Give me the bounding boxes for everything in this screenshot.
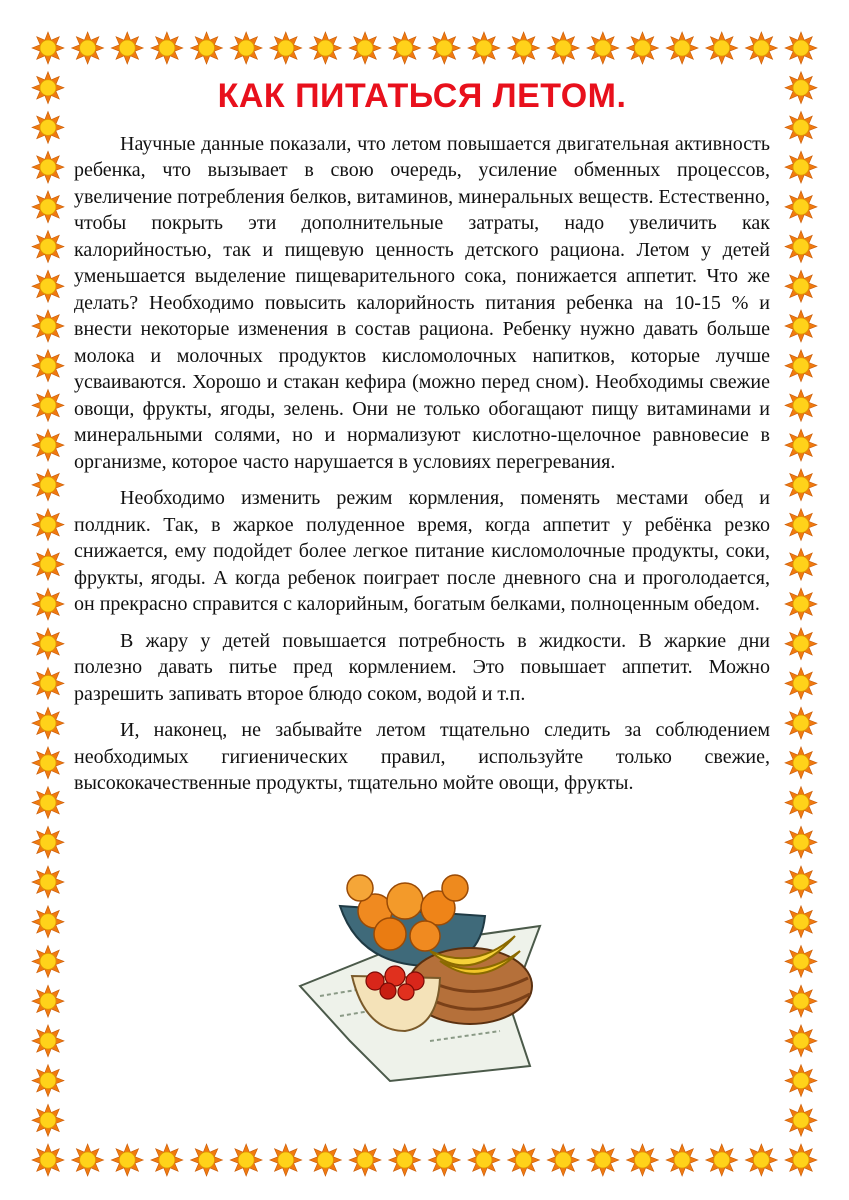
sun-icon — [785, 628, 817, 660]
sun-icon — [32, 985, 64, 1017]
sun-icon — [785, 231, 817, 263]
sun-icon — [745, 1144, 777, 1176]
sun-icon — [32, 389, 64, 421]
sun-icon — [111, 1144, 143, 1176]
sun-icon — [309, 32, 341, 64]
sun-icon — [191, 32, 223, 64]
sun-icon — [230, 1144, 262, 1176]
sun-icon — [32, 151, 64, 183]
sun-icon — [547, 1144, 579, 1176]
sun-icon — [785, 191, 817, 223]
sun-icon — [32, 509, 64, 541]
sun-icon — [72, 1144, 104, 1176]
sun-icon — [785, 667, 817, 699]
sun-icon — [785, 350, 817, 382]
sun-icon — [508, 32, 540, 64]
sun-icon — [666, 32, 698, 64]
sun-icon — [32, 787, 64, 819]
sun-icon — [349, 32, 381, 64]
sun-icon — [32, 906, 64, 938]
sun-icon — [785, 945, 817, 977]
sun-icon — [270, 32, 302, 64]
fruit-bowl-icon — [280, 866, 560, 1086]
sun-icon — [32, 469, 64, 501]
sun-icon — [785, 588, 817, 620]
sun-icon — [666, 1144, 698, 1176]
sun-icon — [428, 32, 460, 64]
sun-icon — [785, 1065, 817, 1097]
sun-icon — [785, 787, 817, 819]
sun-icon — [785, 548, 817, 580]
paragraph-4: И, наконец, не забывайте летом тщательно следить за соблюдением необходимых гигиенических правил, используйте только свежие, высококачественные продукты, тщательно мойте овощи, фрукты. — [74, 719, 770, 795]
sun-icon — [468, 1144, 500, 1176]
sun-icon — [785, 32, 817, 64]
sun-icon — [111, 32, 143, 64]
sun-icon — [428, 1144, 460, 1176]
document-body — [74, 76, 770, 807]
sun-icon — [32, 1065, 64, 1097]
sun-icon — [785, 469, 817, 501]
sun-icon — [32, 270, 64, 302]
sun-icon — [32, 548, 64, 580]
sun-icon — [626, 1144, 658, 1176]
sun-icon — [785, 111, 817, 143]
sun-icon — [785, 151, 817, 183]
sun-icon — [706, 1144, 738, 1176]
sun-icon — [32, 1144, 64, 1176]
sun-icon — [389, 1144, 421, 1176]
sun-icon — [309, 1144, 341, 1176]
sun-icon — [785, 906, 817, 938]
sun-icon — [785, 72, 817, 104]
sun-icon — [151, 32, 183, 64]
sun-icon — [32, 1025, 64, 1057]
sun-icon — [468, 32, 500, 64]
sun-icon — [626, 32, 658, 64]
sun-icon — [32, 588, 64, 620]
sun-icon — [349, 1144, 381, 1176]
sun-icon — [785, 747, 817, 779]
sun-icon — [32, 429, 64, 461]
sun-icon — [32, 667, 64, 699]
sun-icon — [785, 826, 817, 858]
sun-icon — [32, 231, 64, 263]
sun-icon — [785, 1104, 817, 1136]
paragraph-2: Необходимо изменить режим кормления, поменять местами обед и полдник. Так, в жаркое полуденное время, когда аппетит у ребёнка резко снижается, ему подойдет более легкое питание кисломолочные продукты, соки, фрукты, ягоды. А когда ребенок поиграет после дневного сна и проголодается, он прекрасно справится с калорийным, богатым белками, полноценным обедом. — [74, 487, 770, 616]
sun-icon — [785, 429, 817, 461]
sun-icon — [785, 509, 817, 541]
sun-icon — [706, 32, 738, 64]
sun-icon — [785, 1144, 817, 1176]
page-title: КАК ПИТАТЬСЯ ЛЕТОМ. — [217, 77, 627, 115]
sun-icon — [191, 1144, 223, 1176]
sun-icon — [32, 350, 64, 382]
sun-icon — [32, 826, 64, 858]
sun-icon — [32, 310, 64, 342]
sun-icon — [151, 1144, 183, 1176]
sun-icon — [32, 628, 64, 660]
sun-icon — [230, 32, 262, 64]
sun-icon — [785, 389, 817, 421]
sun-icon — [32, 945, 64, 977]
sun-icon — [785, 707, 817, 739]
sun-icon — [72, 32, 104, 64]
sun-icon — [270, 1144, 302, 1176]
sun-icon — [587, 32, 619, 64]
sun-icon — [32, 32, 64, 64]
sun-icon — [32, 72, 64, 104]
paragraph-1: Научные данные показали, что летом повышается двигательная активность ребенка, что вызывает в свою очередь, усиление обменных процессов, увеличение потребления белков, витаминов, минеральных веществ. Естественно, чтобы покрыть эти дополнительные затраты, надо увеличить как калорийностью, так и пищевую ценность детского рациона. Летом у детей уменьшается выделение пищеварительного сока, понижается аппетит. Что же делать? Необходимо повысить калорийность питания ребенка на 10-15 % и внести некоторые изменения в состав рациона. Ребенку нужно давать больше молока и молочных продуктов кисломолочных напитков, которые лучше усваиваются. Хорошо и стакан кефира (можно перед сном). Необходимы свежие овощи, фрукты, ягоды, зелень. Они не только обогащают пищу витаминами и минеральными солями, но и нормализуют кислотно-щелочное равновесие в организме, которое часто нарушается в условиях перегревания. — [74, 132, 770, 473]
sun-icon — [785, 985, 817, 1017]
sun-icon — [32, 747, 64, 779]
sun-icon — [32, 707, 64, 739]
sun-icon — [785, 310, 817, 342]
sun-icon — [389, 32, 421, 64]
sun-icon — [32, 866, 64, 898]
sun-icon — [32, 111, 64, 143]
sun-icon — [785, 270, 817, 302]
sun-icon — [785, 1025, 817, 1057]
paragraph-3: В жару у детей повышается потребность в жидкости. В жаркие дни полезно давать питье пред кормлением. Это повышает аппетит. Можно разрешить запивать второе блюдо соком, водой и т.п. — [74, 629, 770, 705]
sun-icon — [587, 1144, 619, 1176]
sun-icon — [32, 191, 64, 223]
sun-icon — [785, 866, 817, 898]
sun-icon — [547, 32, 579, 64]
sun-icon — [745, 32, 777, 64]
sun-icon — [32, 1104, 64, 1136]
sun-icon — [508, 1144, 540, 1176]
